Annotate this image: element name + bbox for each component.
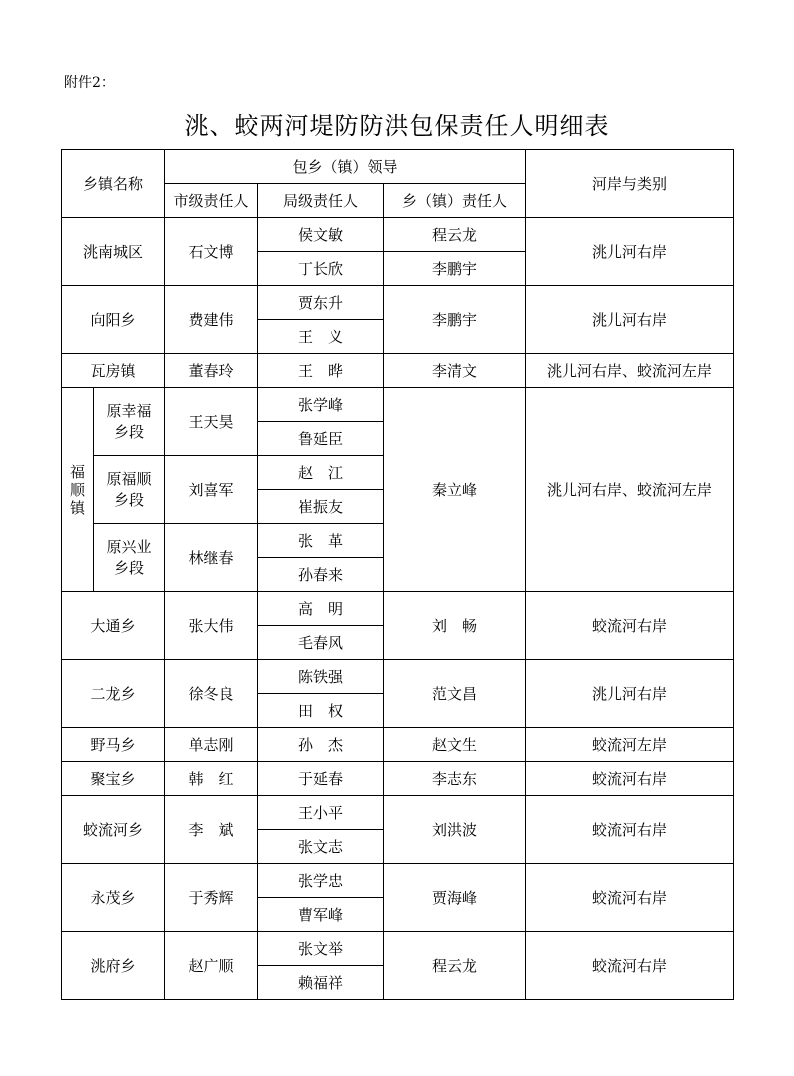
bureau-leader: 赖福祥 — [258, 966, 384, 1000]
header-city-leader: 市级责任人 — [165, 184, 258, 218]
bureau-leader: 张 革 — [258, 524, 384, 558]
header-town-leader: 乡（镇）责任人 — [384, 184, 526, 218]
town-name: 永茂乡 — [62, 864, 165, 932]
section-name-text: 原福顺乡段 — [106, 470, 152, 509]
bank-category: 洮儿河右岸、蛟流河左岸 — [526, 388, 734, 592]
town-name: 聚宝乡 — [62, 762, 165, 796]
town-name: 蛟流河乡 — [62, 796, 165, 864]
table-row — [62, 592, 734, 626]
bureau-leader: 曹军峰 — [258, 898, 384, 932]
city-leader: 费建伟 — [165, 286, 258, 354]
page-title: 洮、蛟两河堤防防洪包保责任人明细表 — [184, 112, 610, 140]
town-name: 野马乡 — [62, 728, 165, 762]
bureau-leader: 张文志 — [258, 830, 384, 864]
bank-category: 蛟流河右岸 — [526, 864, 734, 932]
town-leader: 贾海峰 — [384, 864, 526, 932]
bureau-leader: 侯文敏 — [258, 218, 384, 252]
bank-category: 蛟流河右岸 — [526, 592, 734, 660]
table-row — [62, 286, 734, 320]
table-row — [62, 388, 734, 422]
table-row — [62, 762, 734, 796]
section-name — [94, 524, 165, 592]
responsibility-table — [61, 149, 734, 1000]
section-name-text: 原幸福乡段 — [106, 402, 152, 441]
bank-category: 蛟流河右岸 — [526, 796, 734, 864]
bureau-leader: 毛春风 — [258, 626, 384, 660]
bureau-leader: 王 义 — [258, 320, 384, 354]
bureau-leader: 张文举 — [258, 932, 384, 966]
table-row — [62, 218, 734, 252]
town-leader: 秦立峰 — [384, 388, 526, 592]
town-name: 大通乡 — [62, 592, 165, 660]
town-leader: 李鹏宇 — [384, 286, 526, 354]
header-bureau-leader: 局级责任人 — [258, 184, 384, 218]
town-name: 洮府乡 — [62, 932, 165, 1000]
town-name: 向阳乡 — [62, 286, 165, 354]
bank-category: 洮儿河右岸 — [526, 286, 734, 354]
bank-category: 洮儿河右岸 — [526, 660, 734, 728]
town-name: 二龙乡 — [62, 660, 165, 728]
fushun-town-label: 福 顺 镇 — [69, 462, 85, 517]
bureau-leader: 孙 杰 — [258, 728, 384, 762]
city-leader: 林继春 — [165, 524, 258, 592]
town-leader: 范文昌 — [384, 660, 526, 728]
city-leader: 赵广顺 — [165, 932, 258, 1000]
city-leader: 徐冬良 — [165, 660, 258, 728]
city-leader: 张大伟 — [165, 592, 258, 660]
bank-category: 蛟流河左岸 — [526, 728, 734, 762]
section-name-text: 原兴业乡段 — [106, 538, 152, 577]
table-row — [62, 728, 734, 762]
bank-category: 洮儿河右岸 — [526, 218, 734, 286]
city-leader: 韩 红 — [165, 762, 258, 796]
town-leader: 程云龙 — [384, 218, 526, 252]
bureau-leader: 田 权 — [258, 694, 384, 728]
town-name: 瓦房镇 — [62, 354, 165, 388]
bureau-leader: 陈铁强 — [258, 660, 384, 694]
town-leader: 李清文 — [384, 354, 526, 388]
header-town: 乡镇名称 — [62, 150, 165, 218]
bureau-leader: 崔振友 — [258, 490, 384, 524]
bureau-leader: 孙春来 — [258, 558, 384, 592]
town-leader: 李志东 — [384, 762, 526, 796]
bureau-leader: 贾东升 — [258, 286, 384, 320]
city-leader: 石文博 — [165, 218, 258, 286]
city-leader: 王天昊 — [165, 388, 258, 456]
table-row — [62, 660, 734, 694]
header-bank: 河岸与类别 — [526, 150, 734, 218]
city-leader: 刘喜军 — [165, 456, 258, 524]
town-leader: 赵文生 — [384, 728, 526, 762]
bank-category: 蛟流河右岸 — [526, 762, 734, 796]
bureau-leader: 赵 江 — [258, 456, 384, 490]
table-row — [62, 796, 734, 830]
city-leader: 李 斌 — [165, 796, 258, 864]
section-name — [94, 456, 165, 524]
town-name-fushun — [62, 388, 94, 592]
header-leaders-group: 包乡（镇）领导 — [165, 150, 526, 184]
attachment-label: 附件2： — [64, 75, 115, 91]
city-leader: 董春玲 — [165, 354, 258, 388]
town-leader: 刘 畅 — [384, 592, 526, 660]
town-leader: 李鹏宇 — [384, 252, 526, 286]
bureau-leader: 鲁延臣 — [258, 422, 384, 456]
bank-category: 蛟流河右岸 — [526, 932, 734, 1000]
bureau-leader: 王小平 — [258, 796, 384, 830]
city-leader: 于秀辉 — [165, 864, 258, 932]
town-leader: 程云龙 — [384, 932, 526, 1000]
bureau-leader: 王 晔 — [258, 354, 384, 388]
table-row — [62, 864, 734, 898]
bureau-leader: 张学忠 — [258, 864, 384, 898]
bureau-leader: 丁长欣 — [258, 252, 384, 286]
bureau-leader: 高 明 — [258, 592, 384, 626]
bureau-leader: 于延春 — [258, 762, 384, 796]
section-name — [94, 388, 165, 456]
town-name: 洮南城区 — [62, 218, 165, 286]
table-row — [62, 932, 734, 966]
bureau-leader: 张学峰 — [258, 388, 384, 422]
city-leader: 单志刚 — [165, 728, 258, 762]
bank-category: 洮儿河右岸、蛟流河左岸 — [526, 354, 734, 388]
table-row — [62, 354, 734, 388]
town-leader: 刘洪波 — [384, 796, 526, 864]
